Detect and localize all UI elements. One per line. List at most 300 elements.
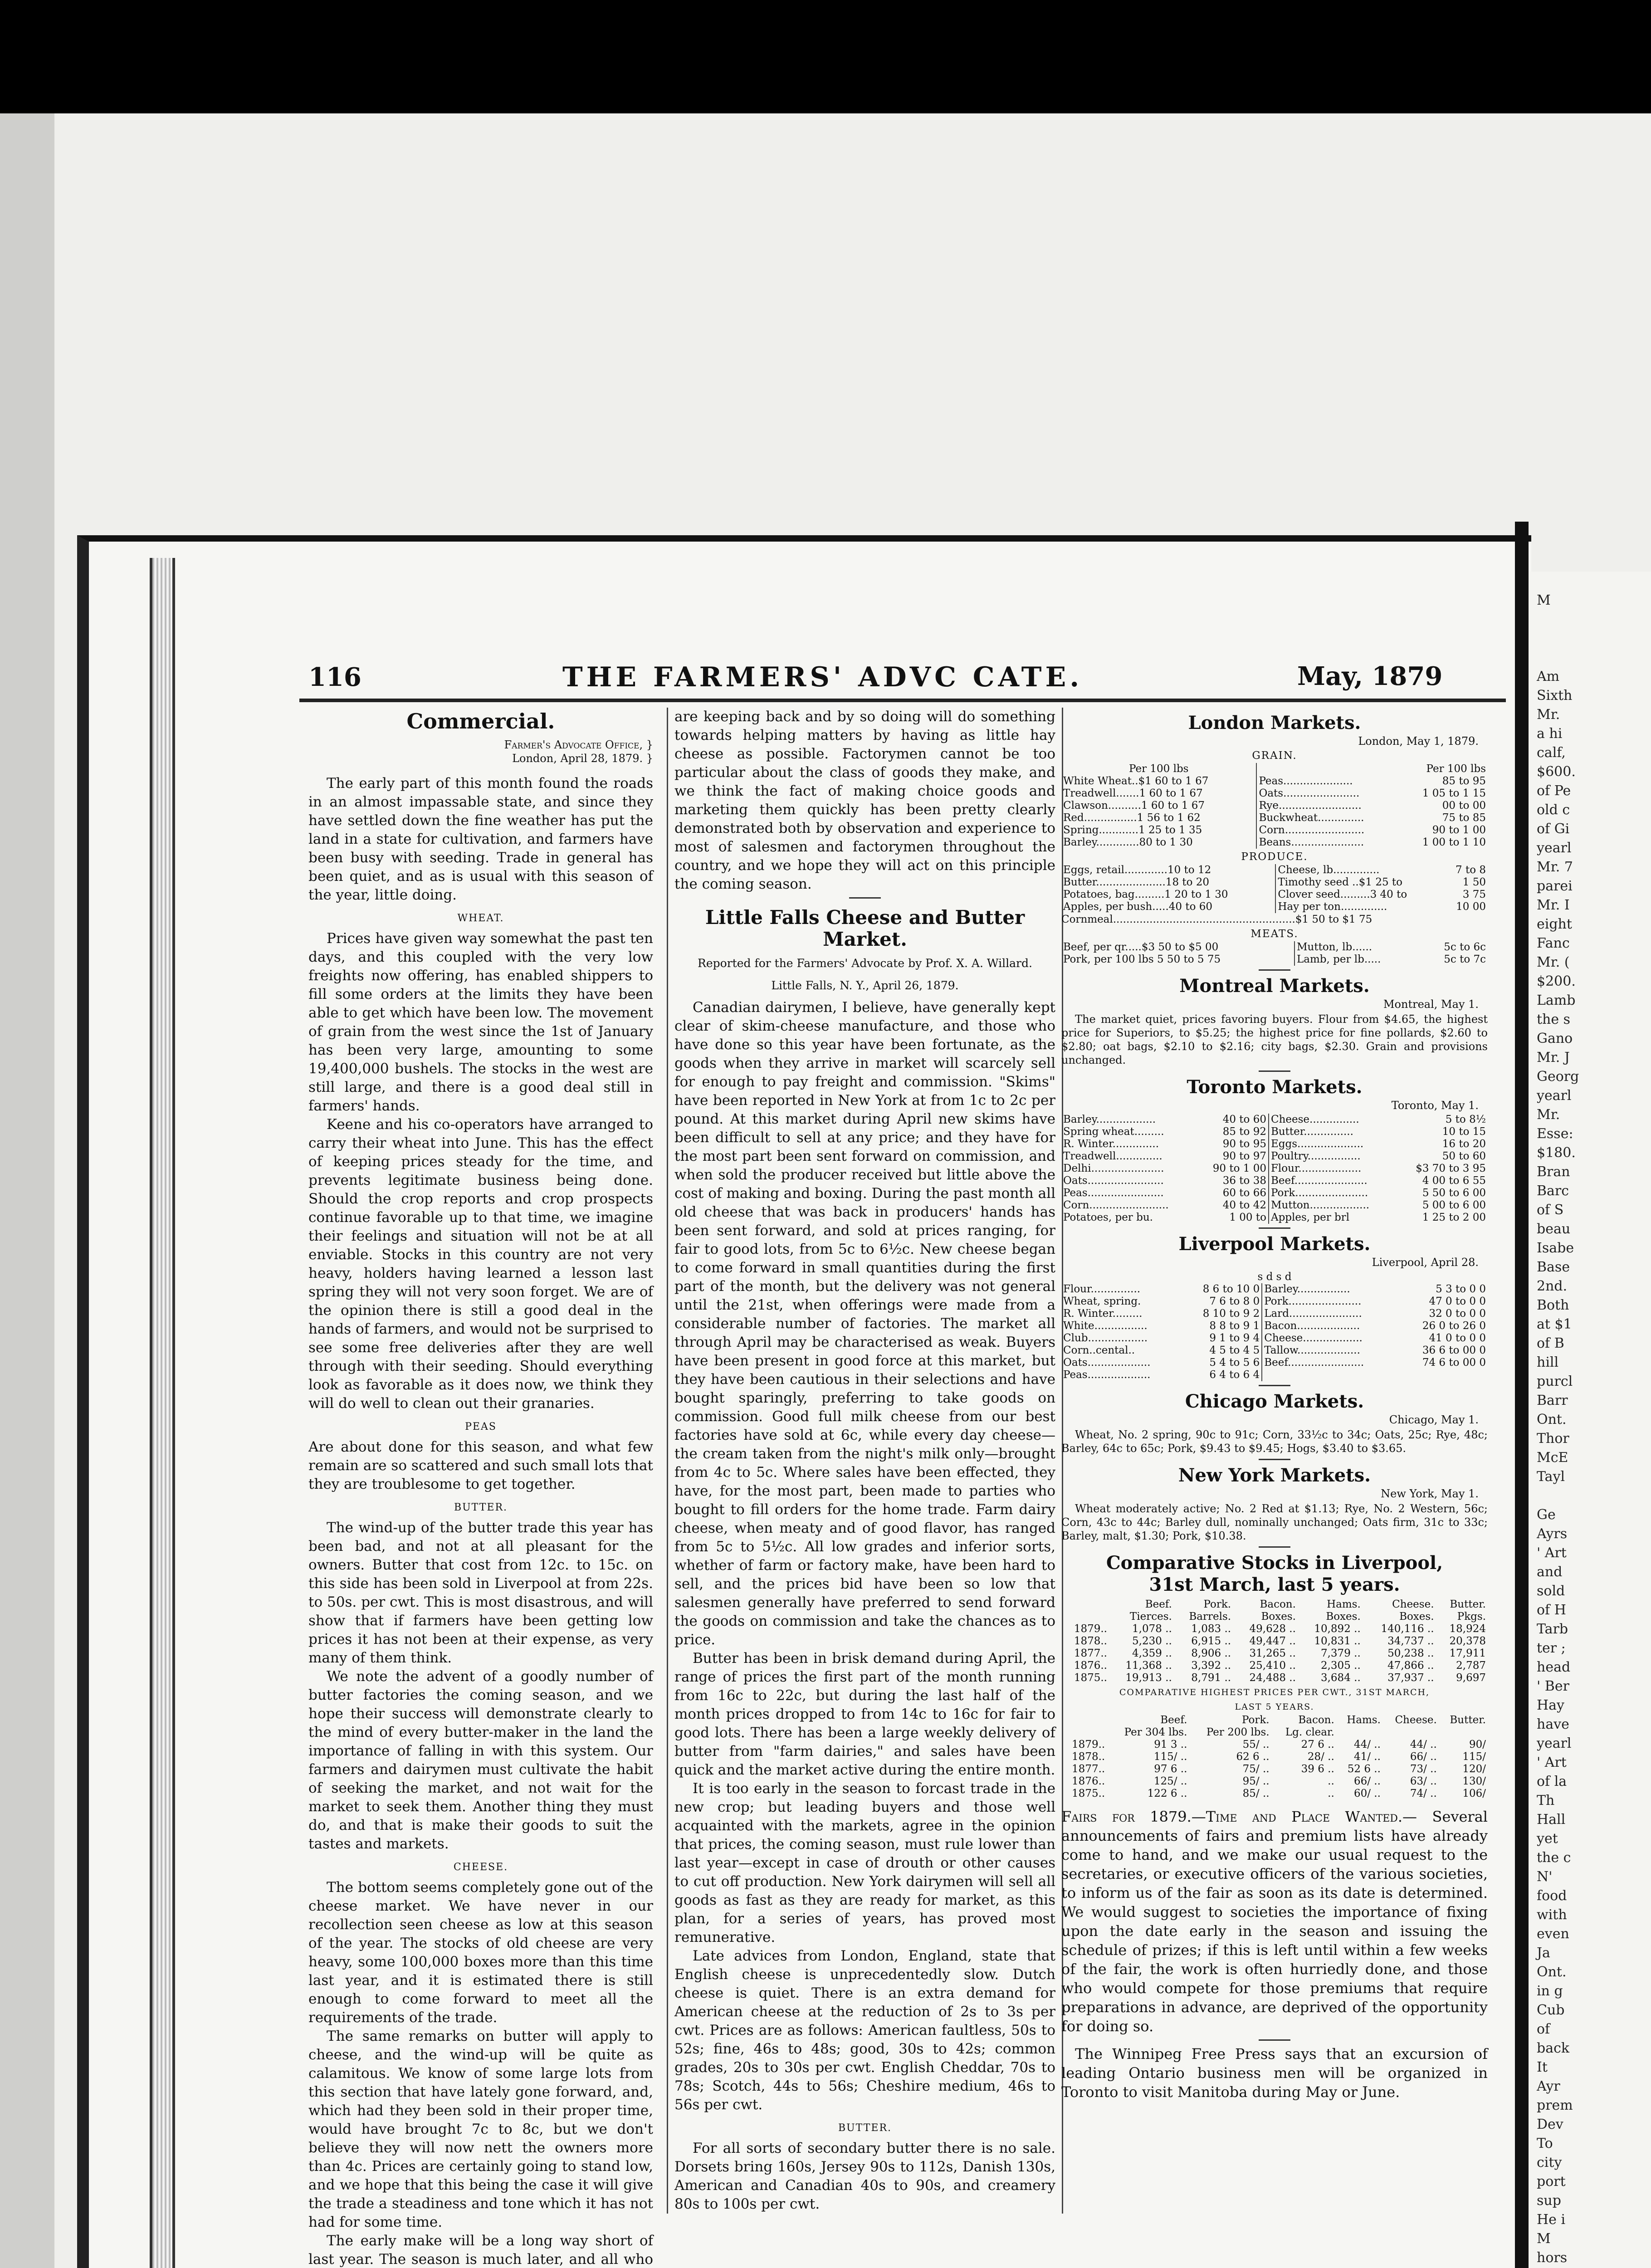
paragraph-intro: The early part of this month found the roads in an almost impassable state, and since they have settled down the fine weather has put the land in a state for cultivation, and farmers have been busy with seeding. Trade in general has been quiet, and as is usual with this season of the year, little doing.: [308, 775, 653, 903]
table-row: [1061, 1751, 1488, 1763]
heading-liverpool-markets: Liverpool Markets.: [1178, 1233, 1371, 1255]
table-cell: 25,410 ..: [1249, 1660, 1296, 1672]
next-page-text-fragment: Ont.: [1537, 1412, 1567, 1427]
next-page-text-fragment: and: [1537, 1564, 1563, 1580]
table-cell: Spring wheat.........: [1063, 1126, 1164, 1138]
next-page-text-fragment: Ayr: [1537, 2078, 1560, 2094]
table-row: [1061, 953, 1488, 966]
table-cell: Pork.: [1241, 1714, 1270, 1726]
column-little-falls: [667, 708, 1063, 2214]
dateline-montreal: Montreal, May 1.: [1383, 998, 1479, 1011]
table-cell: 74 6 to 00 0: [1422, 1357, 1486, 1369]
table-cell: 44/ ..: [1410, 1739, 1437, 1750]
next-page-text-fragment: Sixth: [1537, 688, 1573, 704]
table-cell: Tallow...................: [1262, 1344, 1399, 1357]
table-cell: Per 200 lbs.: [1206, 1726, 1270, 1738]
next-page-text-fragment: ter ;: [1537, 1640, 1566, 1656]
paragraph-lf-5: For all sorts of secondary butter there is no sale. Dorsets bring 160s, Jersey 90s to 112s, Danish 130s, American and Canadian 40s to 90s, and creamery 80s to 100s per cwt.: [674, 2140, 1055, 2212]
heading-comparative-stocks: [1061, 1552, 1488, 1596]
table-cell: 66/ ..: [1353, 1775, 1381, 1787]
next-page-text-fragment: Barr: [1537, 1393, 1568, 1408]
divider: [1259, 1385, 1290, 1386]
next-page-text-fragment: McE: [1537, 1450, 1568, 1466]
table-cell: 1 00 to: [1229, 1212, 1266, 1223]
table-cell: Per 304 lbs.: [1124, 1726, 1187, 1738]
table-cell: 17,911: [1449, 1647, 1486, 1659]
table-cell: 122 6 ..: [1147, 1788, 1187, 1799]
scan-top-border: [0, 0, 1651, 113]
fairs-article: [1061, 1807, 1488, 2102]
next-page-text-fragment: of: [1537, 2021, 1550, 2037]
fairs-heading: Fairs for 1879.—Time and Place Wanted.—: [1061, 1808, 1417, 1825]
dateline-office: Farmer's Advocate Office, }: [504, 738, 653, 751]
table-cell: 115/ ..: [1153, 1751, 1187, 1763]
next-page-text-fragment: Hay: [1537, 1697, 1564, 1713]
next-page-text-fragment: city: [1537, 2155, 1562, 2170]
table-row: [1061, 1623, 1488, 1635]
table-cell: Barley................: [1262, 1283, 1399, 1295]
table-cell: 40 to 42: [1222, 1199, 1266, 1211]
dateline-liverpool: Liverpool, April 28.: [1372, 1256, 1479, 1269]
table-london-produce: [1061, 864, 1488, 913]
table-row: [1061, 1295, 1488, 1308]
table-cell: 1876..: [1072, 1775, 1105, 1787]
next-page-text-fragment: Georg: [1537, 1069, 1579, 1085]
table-cell: Potatoes, bag.........1 20 to 1 30: [1063, 889, 1228, 900]
table-cell: 5,230 ..: [1132, 1635, 1172, 1647]
table-cell: Cheese..................: [1262, 1332, 1399, 1344]
table-cell: 36 to 38: [1222, 1175, 1266, 1187]
table-cell: 60/ ..: [1353, 1788, 1381, 1799]
table-cell: Barley..................: [1063, 1114, 1156, 1125]
table-cell: 90 to 97: [1222, 1150, 1266, 1162]
table-row: [1061, 1308, 1488, 1320]
table-cell: 95/ ..: [1242, 1775, 1270, 1787]
next-page-text-fragment: Am: [1537, 669, 1560, 684]
table-cell: 34,737 ..: [1387, 1635, 1434, 1647]
dateline-little-falls: Little Falls, N. Y., April 26, 1879.: [771, 979, 959, 992]
table-cell: $3 70 to 3 95: [1416, 1163, 1486, 1174]
dateline-place: London, April 28, 1879. }: [512, 752, 653, 765]
header-rule: [299, 699, 1506, 702]
next-page-text-fragment: eight: [1537, 916, 1572, 932]
table-cell: 55/ ..: [1242, 1739, 1270, 1750]
table-cell: 1877..: [1072, 1763, 1105, 1775]
paragraph-butter-1: The wind-up of the butter trade this year has been bad, and not at all pleasant for the owners. Butter that cost from 12c. to 15c. on this side has been sold in Liverpool at from 22s. to 50s. per cwt. This is most disastrous, and will show that if farmers have been getting low prices it has not been at their expense, as very many of them think.: [308, 1520, 653, 1666]
table-cell: 18,924: [1449, 1623, 1486, 1635]
next-page-text-fragment: N': [1537, 1869, 1553, 1885]
next-page-text-fragment: food: [1537, 1888, 1567, 1904]
next-page-text-fragment: of S: [1537, 1202, 1564, 1218]
table-cell: [1262, 1369, 1399, 1381]
table-cell: Boxes.: [1326, 1611, 1361, 1623]
table-cell: 9,697: [1456, 1672, 1486, 1684]
next-page-text-fragment: Hall: [1537, 1812, 1566, 1828]
stocks-title-line-1: Comparative Stocks in Liverpool,: [1106, 1552, 1443, 1574]
table-cell: Treadwell.......1 60 to 1 67: [1063, 787, 1203, 799]
table-cell: Buckwheat..............: [1256, 812, 1400, 824]
table-toronto: [1061, 1114, 1488, 1224]
table-cell: 1876..: [1074, 1660, 1107, 1672]
next-page-text-fragment: a hi: [1537, 726, 1563, 742]
next-page-text-fragment: M: [1537, 592, 1551, 608]
next-page-text-fragment: head: [1537, 1659, 1571, 1675]
table-cell: 7 6 to 8 0: [1209, 1295, 1260, 1307]
table-cell: 31,265 ..: [1249, 1647, 1296, 1659]
table-cell: 3,392 ..: [1191, 1660, 1231, 1672]
table-cell: 90 to 1 00: [1212, 1163, 1266, 1174]
next-page-text-fragment: port: [1537, 2174, 1566, 2190]
next-page-text-fragment: parei: [1537, 878, 1573, 894]
table-cell: 120/: [1462, 1763, 1486, 1775]
table-row: [1061, 1788, 1488, 1800]
table-row: [1061, 1369, 1488, 1381]
table-cell: Cheese, lb..............: [1275, 864, 1445, 876]
table-cell: 28/ ..: [1307, 1751, 1334, 1763]
table-cell: Pork.: [1203, 1598, 1231, 1610]
table-row: [1061, 1714, 1488, 1726]
table-liverpool: [1061, 1283, 1488, 1381]
table-cell: Barley.............80 to 1 30: [1063, 836, 1193, 848]
table-cell: 26 0 to 26 0: [1422, 1320, 1486, 1332]
paragraph-newyork: Wheat moderately active; No. 2 Red at $1.13; Rye, No. 2 Western, 56c; Corn, 43c to 44c; Barley dull, nominally unchanged; Oats firm, 31c to 33c; Barley, malt, $1.30; Pork, $10.38.: [1061, 1502, 1488, 1542]
table-cell: White................: [1063, 1320, 1148, 1332]
table-cell: Eggs, retail.............10 to 12: [1063, 864, 1211, 876]
table-cell: 19,913 ..: [1125, 1672, 1172, 1684]
next-page-text-fragment: prem: [1537, 2097, 1573, 2113]
next-page-text-fragment: of H: [1537, 1602, 1566, 1618]
next-page-text-fragment: purcl: [1537, 1374, 1573, 1389]
table-cell: 11,368 ..: [1125, 1660, 1172, 1672]
next-page-text-fragment: Esse:: [1537, 1126, 1573, 1142]
table-cell: Hams.: [1347, 1714, 1381, 1726]
next-page-text-fragment: Dev: [1537, 2116, 1563, 2132]
table-cell: 8 6 to 10 0: [1202, 1283, 1260, 1295]
table-row: [1061, 1739, 1488, 1751]
table-cell: Mutton, lb......: [1294, 941, 1422, 953]
table-cell: Pork......................: [1262, 1295, 1399, 1308]
paragraph-cheese-1: The bottom seems completely gone out of the cheese market. We have never in our recollection seen cheese as low at this season of the year. The stocks of old cheese are very heavy, some 100,000 boxes more than this time last year, and it is estimated there is still enough to come forward to meet all the requirements of the trade.: [308, 1879, 653, 2026]
table-cell: Apples, per bush.....40 to 60: [1063, 901, 1213, 913]
table-row: [1061, 1611, 1488, 1623]
table-cell: 1875..: [1072, 1788, 1105, 1799]
table-row: [1061, 1344, 1488, 1357]
next-page-text-fragment: ' Ber: [1537, 1678, 1569, 1694]
table-cell: 44/ ..: [1353, 1739, 1381, 1750]
next-page-text-fragment: in g: [1537, 1983, 1563, 1999]
next-page-text-fragment: Mr. I: [1537, 897, 1570, 913]
table-cell: 75 to 85: [1442, 812, 1486, 824]
table-cell: 4,359 ..: [1132, 1647, 1172, 1659]
next-page-text-fragment: old c: [1537, 802, 1570, 818]
table-cell: 62 6 ..: [1236, 1751, 1270, 1763]
table-cell: Oats.......................: [1256, 787, 1400, 800]
subheading-peas: PEAS: [465, 1421, 497, 1432]
table-cell: 4 5 to 4 5: [1209, 1344, 1260, 1356]
table-row: [1061, 775, 1488, 787]
table-cell: Mutton..................: [1269, 1199, 1396, 1212]
table-cell: 10,892 ..: [1314, 1623, 1361, 1635]
next-page-text-fragment: Isabe: [1537, 1240, 1574, 1256]
table-cell: Hay per ton..............: [1275, 901, 1445, 913]
table-cell: 1 05 to 1 15: [1422, 787, 1486, 799]
table-cell: Beef.: [1160, 1714, 1187, 1726]
table-cell: Butter...............: [1269, 1126, 1396, 1138]
next-page-text-fragment: [1537, 2266, 1568, 2268]
table-london-meats: [1061, 941, 1488, 966]
table-cell: 6,915 ..: [1191, 1635, 1231, 1647]
divider: [1259, 1459, 1290, 1460]
table-cell: Cheese...............: [1269, 1114, 1396, 1126]
next-page-text-fragment: yearl: [1537, 1088, 1572, 1104]
table-cell: Poultry................: [1269, 1150, 1396, 1163]
next-page-text-fragment: Mr.: [1537, 1107, 1560, 1123]
paragraph-montreal: The market quiet, prices favoring buyers. Flour from $4.65, the highest price for Superiors, to $5.25; the highest price for fine pollards, $2.60 to $2.80; oat bags, $2.10 to $2.16; city bags, $2.30. Grain and provisions unchanged.: [1061, 1013, 1488, 1066]
next-page-text-fragment: M: [1537, 2231, 1551, 2247]
table-cell: 90 to 1 00: [1432, 824, 1486, 836]
next-page-text-fragment: yearl: [1537, 1735, 1572, 1751]
next-page-text-fragment: with: [1537, 1907, 1567, 1923]
table-cell: 5c to 7c: [1444, 953, 1486, 965]
table-cell: 16 to 20: [1442, 1138, 1486, 1150]
table-row: [1061, 941, 1488, 953]
group-produce: PRODUCE.: [1241, 851, 1308, 863]
next-page-text-fragment: even: [1537, 1926, 1569, 1942]
table-cell: Timothy seed ..$1 25 to: [1275, 876, 1445, 889]
table-cell: Peas...................: [1063, 1369, 1151, 1381]
table-cell: 37,937 ..: [1387, 1672, 1434, 1684]
table-cell: 73/ ..: [1410, 1763, 1437, 1775]
table-cell: Boxes.: [1261, 1611, 1296, 1623]
next-page-text-fragment: $200.: [1537, 973, 1576, 989]
table-cell: Clawson..........1 60 to 1 67: [1063, 800, 1205, 811]
divider: [1259, 969, 1290, 971]
table-cell: 1875..: [1074, 1672, 1107, 1684]
table-row: [1061, 1283, 1488, 1295]
next-page-text-fragment: 2nd.: [1537, 1278, 1568, 1294]
table-cell: 52 6 ..: [1347, 1763, 1381, 1775]
table-cell: Beef.......................: [1262, 1357, 1399, 1369]
table-cell: Oats...................: [1063, 1357, 1151, 1369]
divider: [1259, 1227, 1290, 1229]
cornmeal-row: Cornmeal.......................................................$1 50 to $1 75: [1061, 914, 1373, 925]
table-cell: Potatoes, per bu.: [1063, 1212, 1153, 1223]
paragraph-lf-2: Butter has been in brisk demand during April, the range of prices the first part of the month running from 16c to 22c, but during the last half of the month prices dropped to from 14c to 16c for fair to good lots. There has been a large weekly delivery of butter from "farm dairies," and sales have been quick and the market active during the entire month.: [674, 1650, 1055, 1778]
table-cell: 7 to 8: [1456, 864, 1486, 876]
next-page-text-fragment: ' Art: [1537, 1545, 1567, 1561]
next-page-text-fragment: To: [1537, 2136, 1553, 2151]
column-commercial: [308, 708, 653, 2268]
next-page-text-fragment: Gano: [1537, 1031, 1573, 1046]
next-page-text-fragment: back: [1537, 2040, 1570, 2056]
table-cell: Treadwell..............: [1063, 1150, 1163, 1162]
table-cell: Delhi......................: [1063, 1163, 1164, 1174]
table-row: [1061, 1775, 1488, 1788]
table-cell: [1061, 1598, 1109, 1611]
next-page-fragment: [1529, 572, 1651, 2268]
table-cell: Hams.: [1327, 1598, 1361, 1610]
table-cell: 24,488 ..: [1249, 1672, 1296, 1684]
table-cell: 85 to 95: [1442, 775, 1486, 787]
table-cell: Bacon.: [1260, 1598, 1296, 1610]
table-row: [1061, 1726, 1488, 1739]
table-cell: 9 1 to 9 4: [1209, 1332, 1260, 1344]
table-row: [1061, 1114, 1488, 1126]
paragraph-lf-4: Late advices from London, England, state that English cheese is unprecedentedly slow. Dutch cheese is quiet. There is an extra demand for American cheese at the reduction of 2s to 3s per cwt. Prices are as follows: American faultless, 50s to 52s; fine, 46s to 48s; good, 30s to 42s; common grades, 20s to 30s per cwt. English Cheddar, 70s to 78s; Scotch, 44s to 56s; Cheshire medium, 46s to 56s per cwt.: [674, 1948, 1055, 2113]
table-cell: Cheese.: [1392, 1598, 1434, 1610]
table-cell: 5c to 6c: [1444, 941, 1486, 953]
table-row: [1061, 1320, 1488, 1332]
table-cell: Corn..cental..: [1063, 1344, 1135, 1356]
next-page-text-fragment: Cub: [1537, 2002, 1565, 2018]
table-cell: Corn........................: [1063, 1199, 1169, 1211]
table-cell: Barrels.: [1189, 1611, 1231, 1623]
table-cell: 97 6 ..: [1154, 1763, 1187, 1775]
table-cell: 1,083 ..: [1191, 1623, 1231, 1635]
table-cell: 63/ ..: [1410, 1775, 1437, 1787]
table-cell: 40 to 60: [1222, 1114, 1266, 1125]
next-page-text-fragment: Bran: [1537, 1164, 1570, 1180]
winnipeg-paragraph: The Winnipeg Free Press says that an excursion of leading Ontario business men will be organized in Toronto to visit Manitoba during May or June.: [1061, 2045, 1488, 2101]
table-cell: Butter.: [1450, 1598, 1486, 1610]
table-cell: Clover seed.........3 40 to: [1275, 889, 1445, 901]
table-row: [1061, 1126, 1488, 1138]
table-cell: 1879..: [1074, 1623, 1107, 1635]
next-page-text-fragment: Ayrs: [1537, 1526, 1568, 1542]
table-row: [1061, 1150, 1488, 1163]
paragraph-wheat-1: Prices have given way somewhat the past ten days, and this coupled with the very low freights now offering, has enabled shippers to fill some orders at the limits they have been able to get which have been low. The movement of grain from the west since the 1st of January has been very large, amounting to some 19,400,000 bushels. The stocks in the west are still large, and there is a good deal still in farmers' hands.: [308, 930, 653, 1114]
paragraph-lf-3: It is too early in the season to forcast trade in the new crop; but leading buyers and those well acquainted with the markets, agree in the opinion that prices, the coming season, must rule lower than last year—except in case of drouth or other causes to cut off production. New York dairymen will sell all goods as fast as they are ready for market, as this plan, for a series of years, has proved most remunerative.: [674, 1780, 1055, 1945]
table-cell: 32 0 to 0 0: [1429, 1308, 1486, 1320]
table-cell: White Wheat..$1 60 to 1 67: [1063, 775, 1209, 787]
dateline-london: London, May 1, 1879.: [1358, 735, 1479, 748]
table-cell: Cheese.: [1395, 1714, 1437, 1726]
table-cell: Beef......................: [1269, 1175, 1396, 1187]
next-page-text-fragment: Base: [1537, 1259, 1570, 1275]
table-cell: 1878..: [1074, 1635, 1107, 1647]
table-cell: 27 6 ..: [1301, 1739, 1334, 1750]
next-page-text-fragment: Mr. 7: [1537, 859, 1573, 875]
byline: Reported for the Farmers' Advocate by Prof. X. A. Willard.: [698, 957, 1032, 970]
table-cell: 2,305 ..: [1320, 1660, 1361, 1672]
table-prices: [1061, 1714, 1488, 1800]
table-cell: 130/: [1462, 1775, 1486, 1787]
next-page-text-fragment: at $1: [1537, 1316, 1572, 1332]
table-cell: 1 00 to 1 10: [1422, 836, 1486, 848]
table-cell: 41/ ..: [1353, 1751, 1381, 1763]
table-cell: 90/: [1469, 1739, 1486, 1750]
table-cell: Lard......................: [1262, 1308, 1399, 1320]
table-cell: 47,866 ..: [1387, 1660, 1434, 1672]
next-page-text-fragment: yet: [1537, 1831, 1558, 1847]
heading-newyork-markets: New York Markets.: [1178, 1465, 1371, 1486]
paragraph-butter-2: We note the advent of a goodly number of butter factories the coming season, and we hope their success will demonstrate clearly to the mind of every butter-maker in the land the importance of falling in with this system. Our farmers and dairymen must cultivate the habit of seeking the market, and not wait for the market to seek them. Another thing they must do, and that is make their goods to suit the tastes and markets.: [308, 1668, 653, 1852]
next-page-text-fragment: Mr. (: [1537, 954, 1570, 970]
next-page-text-fragment: Fanc: [1537, 935, 1570, 951]
subheading-butter-2: BUTTER.: [838, 2122, 892, 2134]
paragraph-cheese-3: The early make will be a long way short of last year. The season is much later, and all who: [308, 2233, 653, 2268]
table-cell: 3,684 ..: [1320, 1672, 1361, 1684]
table-cell: 20,378: [1449, 1635, 1486, 1647]
table-cell: Corn........................: [1256, 824, 1400, 836]
sd-header: s d s d: [1257, 1271, 1292, 1283]
table-cell: Eggs....................: [1269, 1138, 1396, 1150]
table-cell: Lamb, per lb.....: [1294, 953, 1422, 966]
next-page-text-fragment: Thor: [1537, 1431, 1569, 1447]
table-cell: Peas.......................: [1063, 1187, 1164, 1199]
table-cell: Bacon.: [1298, 1714, 1334, 1726]
table-cell: 50 to 60: [1442, 1150, 1486, 1162]
dateline: [308, 738, 653, 765]
table-cell: Pork......................: [1269, 1187, 1396, 1199]
table-cell: 10 to 15: [1442, 1126, 1486, 1138]
table-row: [1061, 1212, 1488, 1224]
table-cell: Flour...................: [1269, 1163, 1396, 1175]
table-row: [1061, 1138, 1488, 1150]
table-row: [1061, 1598, 1488, 1611]
table-row: [1061, 1199, 1488, 1212]
table-cell: Flour...............: [1063, 1283, 1141, 1295]
table-cell: 1878..: [1072, 1751, 1105, 1763]
table-cell: 36 6 to 00 0: [1422, 1344, 1486, 1356]
stocks-subtitle-1: COMPARATIVE HIGHEST PRICES PER CWT., 31ST MARCH,: [1119, 1687, 1430, 1697]
divider: [1259, 2039, 1290, 2041]
table-row: [1061, 1187, 1488, 1199]
table-cell: Boxes.: [1399, 1611, 1434, 1623]
table-row: [1061, 1357, 1488, 1369]
table-cell: 39 6 ..: [1301, 1763, 1334, 1775]
table-stocks: [1061, 1598, 1488, 1684]
paragraph-peas: Are about done for this season, and what few remain are so scattered and such small lots that they are troublesome to get together.: [308, 1439, 653, 1492]
next-page-text-fragment: sold: [1537, 1583, 1565, 1599]
table-cell: Spring............1 25 to 1 35: [1063, 824, 1202, 836]
table-cell: Bacon...................: [1262, 1320, 1399, 1332]
table-cell: 41 0 to 0 0: [1429, 1332, 1486, 1344]
heading-chicago-markets: Chicago Markets.: [1185, 1391, 1364, 1412]
table-cell: Lg. clear.: [1285, 1726, 1334, 1738]
unit-label: Per 100 lbs: [1129, 763, 1189, 775]
table-cell: [1061, 1611, 1109, 1623]
paragraph-wheat-2: Keene and his co-operators have arranged to carry their wheat into June. This has the effect of keeping prices steady for the time, and prevents legitimate business being done. Should the crop reports and crop prospects continue favorable up to that time, we imagine their feelings and situation will not be at all enviable. Stocks in this country are not very heavy, holders having learned a lesson last spring they will not very soon forget. We are of the opinion there is still a good deal in the hands of farmers, and would not be surprised to see some free deliveries after they are well through with their seeding. Should everything look as favorable as it does now, we think they will do well to clean out their granaries.: [308, 1116, 653, 1412]
table-cell: 91 3 ..: [1154, 1739, 1187, 1750]
fairs-text: Several announcements of fairs and premium lists have already come to hand, and we make our usual request to the secretaries, or executive officers of the various societies, to inform us of the fair as soon as its date is determined. We would suggest to societies the importance of fixing upon the date early in the season and issuing the schedule of prizes; if this is left until within a few weeks of the fair, the work is often hurriedly done, and those who would compete for those premiums that require preparations in advance, are deprived of the opportunity for doing so.: [1061, 1808, 1488, 2035]
next-page-text-fragment: It: [1537, 2059, 1548, 2075]
table-cell: Oats.......................: [1063, 1175, 1164, 1187]
table-row: [1061, 1660, 1488, 1672]
table-cell: 8,791 ..: [1191, 1672, 1231, 1684]
table-cell: 90 to 95: [1222, 1138, 1266, 1150]
table-cell: 6 4 to 6 4: [1209, 1369, 1260, 1381]
table-cell: 5 00 to 6 00: [1422, 1199, 1486, 1211]
table-cell: 66/ ..: [1410, 1751, 1437, 1763]
table-cell: Apples, per brl: [1269, 1212, 1396, 1224]
table-cell: ..: [1328, 1788, 1334, 1799]
dateline-chicago: Chicago, May 1.: [1389, 1413, 1479, 1426]
page-header: [254, 653, 1515, 693]
table-cell: 125/ ..: [1153, 1775, 1187, 1787]
table-cell: 106/: [1462, 1788, 1486, 1799]
table-cell: Beans......................: [1256, 836, 1400, 849]
next-page-text-fragment: Th: [1537, 1793, 1555, 1809]
table-row: [1061, 901, 1488, 913]
table-row: [1061, 1163, 1488, 1175]
paragraph-chicago: Wheat, No. 2 spring, 90c to 91c; Corn, 33½c to 34c; Oats, 25c; Rye, 48c; Barley, 64c to 65c; Pork, $9.43 to $9.45; Hogs, $3.40 to $3.65.: [1061, 1428, 1488, 1455]
table-row: [1061, 1635, 1488, 1647]
table-cell: 5 to 8½: [1445, 1114, 1486, 1125]
masthead-title: THE FARMERS' ADVC CATE.: [562, 661, 1083, 693]
next-page-text-fragment: Barc: [1537, 1183, 1569, 1199]
table-london-grain: [1061, 763, 1488, 849]
